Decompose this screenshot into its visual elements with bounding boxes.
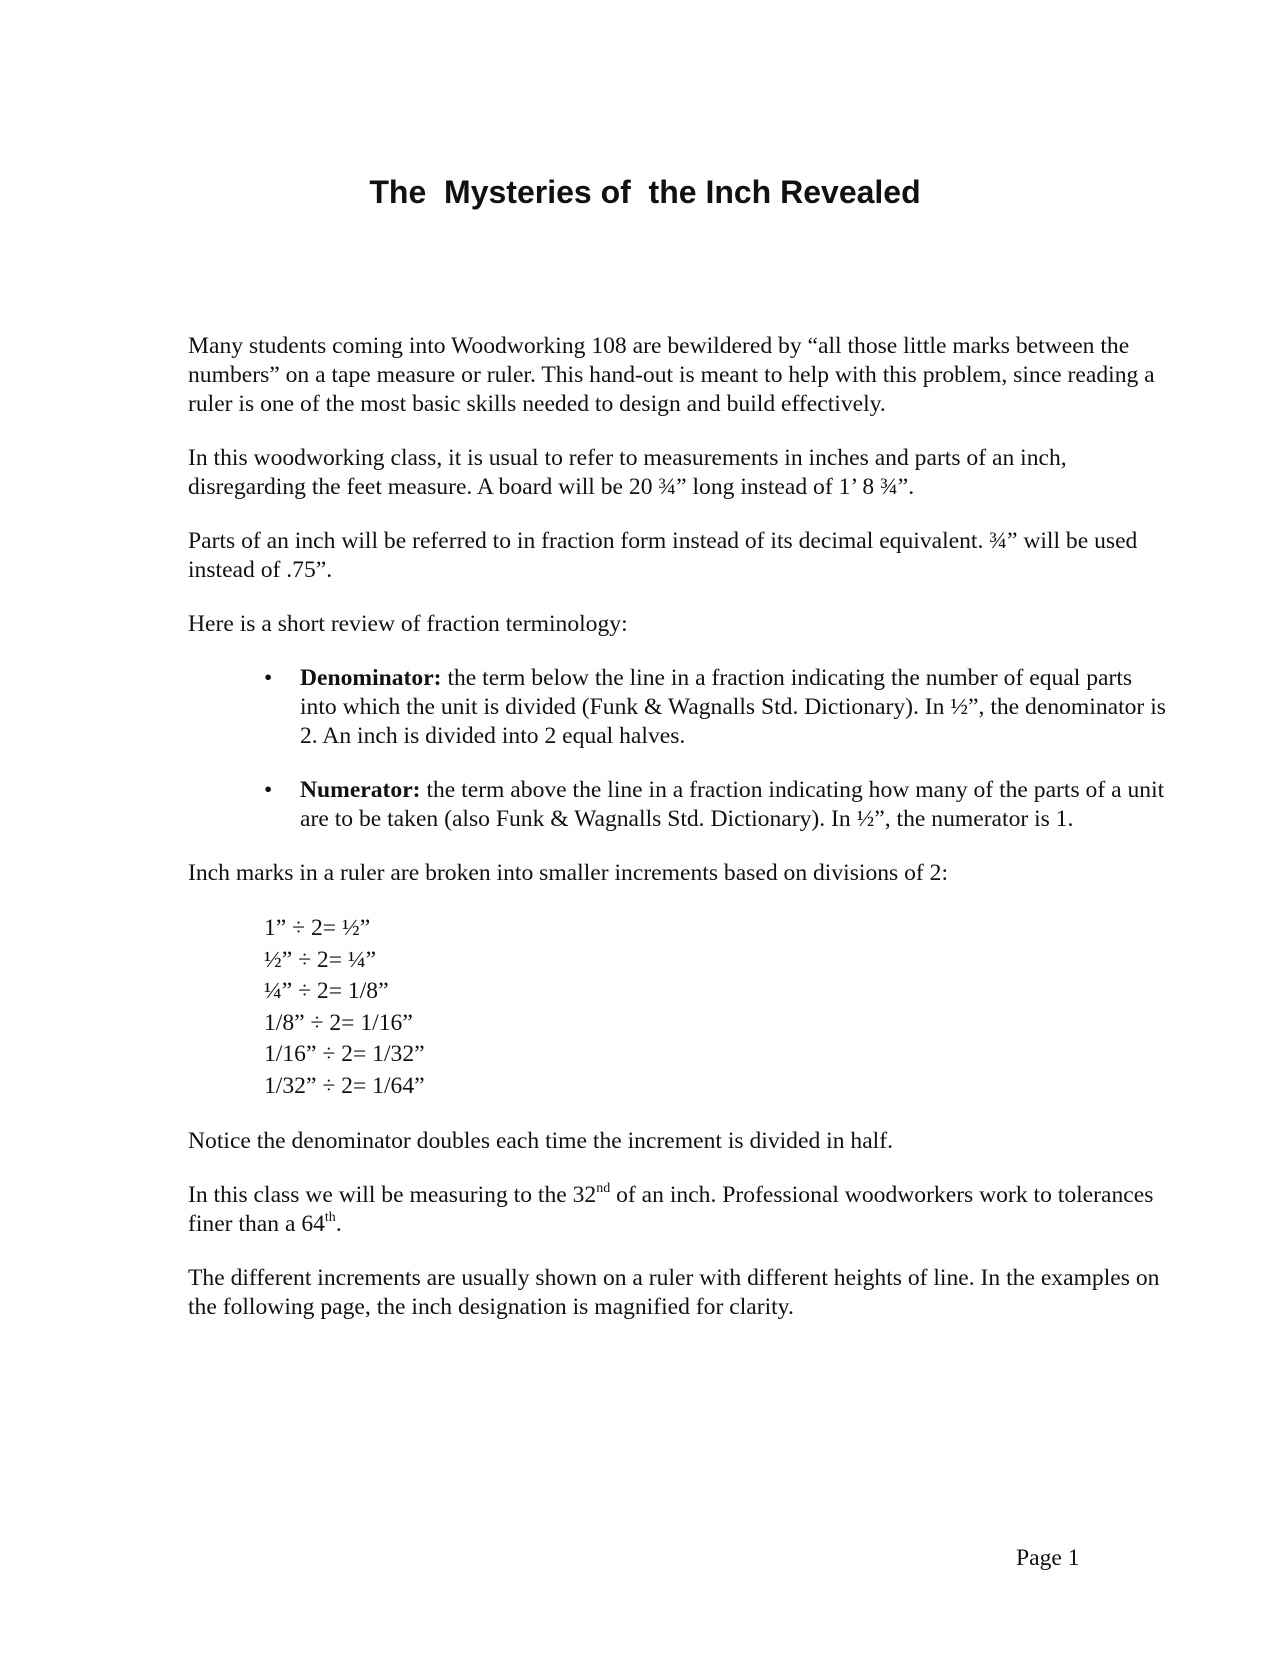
term-numerator: Numerator: <box>300 777 421 803</box>
divisions-list <box>264 913 1168 1102</box>
closing-paragraph: The different increments are usually shown on a ruler with different heights of line. In the examples on the following page, the inch designation is magnified for clarity. <box>188 1265 1160 1320</box>
measuring-text: of an inch. Professional woodworkers work to tolerances finer than a 64 <box>188 1182 1154 1237</box>
fractions-paragraph: Parts of an inch will be referred to in fraction form instead of its decimal equivalent. ¾” will be used instead of .75”. <box>188 528 1138 583</box>
notice-paragraph: Notice the denominator doubles each time the increment is divided in half. <box>188 1128 893 1154</box>
division-row: 1/16” ÷ 2= 1/32” <box>264 1041 425 1067</box>
definition-denominator: the term below the line in a fraction indicating the number of equal parts into which the unit is divided (Funk & Wagnalls Std. Dictionary). In ½”, the denominator is 2. An inch is divided into 2 equal halves. <box>300 665 1166 749</box>
intro-paragraph: Many students coming into Woodworking 108 are bewildered by “all those little marks between the numbers” on a tape measure or ruler. This hand-out is meant to help with this problem, since reading a ruler is one of the most basic skills needed to design and build effectively. <box>188 333 1155 417</box>
review-paragraph: Here is a short review of fraction terminology: <box>188 611 628 637</box>
terminology-list <box>188 664 1168 834</box>
page-number: Page 1 <box>1016 1545 1080 1571</box>
document-body <box>188 332 1168 1322</box>
measuring-text: . <box>335 1211 342 1237</box>
inches-paragraph: In this woodworking class, it is usual to refer to measurements in inches and parts of an inch, disregarding the feet measure. A board will be 20 ¾” long instead of 1’ 8 ¾”. <box>188 445 1067 500</box>
ordinal-suffix: nd <box>596 1181 611 1196</box>
definition-numerator: the term above the line in a fraction indicating how many of the parts of a unit are to be taken (also Funk & Wagnalls Std. Dictionary). In ½”, the numerator is 1. <box>300 777 1165 832</box>
division-row: 1/8” ÷ 2= 1/16” <box>264 1009 413 1036</box>
division-row: 1” ÷ 2= ½” <box>264 915 371 941</box>
division-row: 1/32” ÷ 2= 1/64” <box>264 1072 425 1099</box>
list-item <box>188 664 1168 751</box>
division-row: ½” ÷ 2= ¼” <box>264 946 377 973</box>
bullet-icon: • <box>264 665 273 691</box>
measuring-text: In this class we will be measuring to the 32 <box>188 1182 597 1208</box>
ordinal-suffix: th <box>324 1210 336 1225</box>
document-title: The Mysteries of the Inch Revealed <box>369 174 921 210</box>
divisions-intro: Inch marks in a ruler are broken into smaller increments based on divisions of 2: <box>188 860 949 886</box>
bullet-icon: • <box>264 777 273 803</box>
term-denominator: Denominator: <box>300 665 442 691</box>
measuring-paragraph <box>188 1181 1168 1239</box>
list-item <box>188 776 1168 834</box>
division-row: ¼” ÷ 2= 1/8” <box>264 978 389 1004</box>
